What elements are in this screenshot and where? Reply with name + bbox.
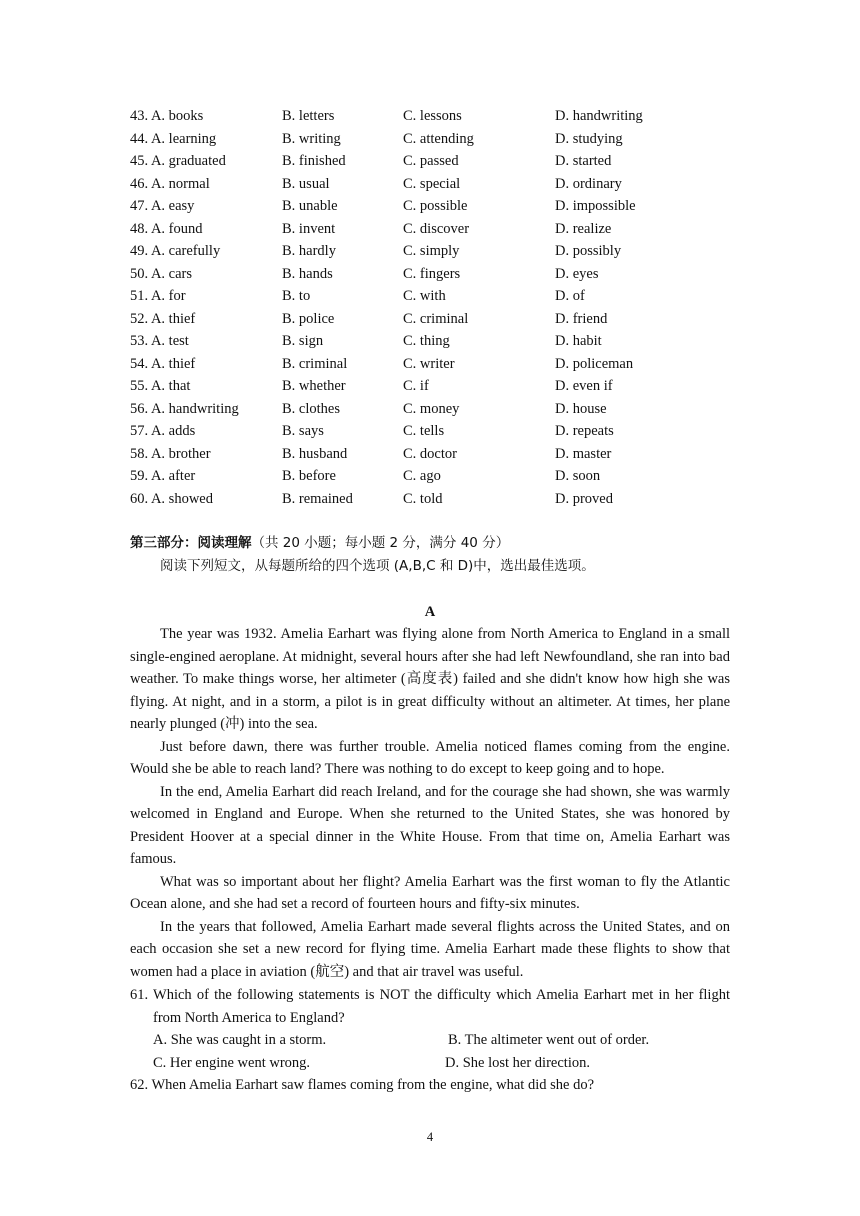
option-b: B. usual xyxy=(282,175,330,192)
option-c: C. simply xyxy=(403,243,460,259)
option-row xyxy=(130,398,730,421)
option-c: C. ago xyxy=(403,468,441,484)
option-a: 57. A. adds xyxy=(130,423,196,439)
option-row xyxy=(130,308,730,331)
choice-a: A. She was caught in a storm. xyxy=(153,1032,327,1048)
option-c: C. told xyxy=(403,490,443,507)
option-b: B. criminal xyxy=(282,355,348,372)
option-a: 44. A. learning xyxy=(130,130,217,147)
option-c: C. money xyxy=(403,400,460,417)
option-a: 54. A. thief xyxy=(130,355,196,372)
option-a: 51. A. for xyxy=(130,288,186,304)
option-d: D. possibly xyxy=(555,243,622,259)
option-a: 45. A. graduated xyxy=(130,153,226,169)
option-d: D. of xyxy=(555,288,585,304)
option-a: 48. A. found xyxy=(130,220,203,237)
option-a: 59. A. after xyxy=(130,468,196,484)
option-b: B. before xyxy=(282,468,336,484)
option-d: D. ordinary xyxy=(555,175,622,192)
option-c: C. possible xyxy=(403,198,468,214)
section-heading xyxy=(130,533,509,553)
option-c: C. lessons xyxy=(403,108,462,124)
option-b: B. to xyxy=(282,288,311,304)
option-a: 60. A. showed xyxy=(130,490,213,507)
option-b: B. writing xyxy=(282,130,341,147)
choice-row xyxy=(130,1052,730,1075)
option-a: 58. A. brother xyxy=(130,445,211,462)
option-c: C. special xyxy=(403,175,461,192)
option-b: B. hardly xyxy=(282,243,336,259)
option-b: B. letters xyxy=(282,108,335,124)
option-b: B. unable xyxy=(282,198,338,214)
option-d: D. studying xyxy=(555,130,623,147)
passage-paragraph: What was so important about her flight? Amelia Earhart was the first woman to fly the Atlantic Ocean alone, and she had set a record of fourteen hours and fifty-six minutes. xyxy=(130,873,730,912)
option-b: B. police xyxy=(282,310,335,327)
cloze-options-list xyxy=(130,105,730,510)
choice-row xyxy=(130,1029,730,1052)
option-d: D. policeman xyxy=(555,355,634,372)
question-stem: 62. When Amelia Earhart saw flames coming from the engine, what did she do? xyxy=(130,1077,594,1093)
option-row xyxy=(130,488,730,511)
option-c: C. writer xyxy=(403,355,455,372)
option-d: D. started xyxy=(555,153,612,169)
option-d: D. repeats xyxy=(555,423,614,439)
question-stem: 61. Which of the following statements is NOT the difficulty which Amelia Earhart met in her flight from North America to England? xyxy=(130,987,730,1026)
option-row xyxy=(130,443,730,466)
option-c: C. passed xyxy=(403,153,459,169)
option-c: C. criminal xyxy=(403,310,469,327)
option-row xyxy=(130,420,730,443)
option-a: 55. A. that xyxy=(130,378,191,394)
option-row xyxy=(130,128,730,151)
option-c: C. doctor xyxy=(403,445,457,462)
option-d: D. even if xyxy=(555,378,613,394)
option-row xyxy=(130,105,730,128)
option-b: B. hands xyxy=(282,265,333,282)
option-d: D. soon xyxy=(555,468,601,484)
option-row xyxy=(130,465,730,488)
option-a: 50. A. cars xyxy=(130,265,193,282)
option-row xyxy=(130,218,730,241)
option-b: B. remained xyxy=(282,490,353,507)
option-c: C. thing xyxy=(403,333,450,349)
passage-paragraph: Just before dawn, there was further trouble. Amelia noticed flames coming from the engine. Would she be able to reach land? There was nothing to do except to keep going and to hope. xyxy=(130,738,730,777)
option-a: 52. A. thief xyxy=(130,310,196,327)
option-a: 49. A. carefully xyxy=(130,243,221,259)
section-instruction: 阅读下列短文，从每题所给的四个选项 (A,B,C 和 D)中，选出最佳选项。 xyxy=(160,558,595,574)
option-row xyxy=(130,330,730,353)
option-c: C. if xyxy=(403,378,429,394)
option-b: B. invent xyxy=(282,220,336,237)
option-a: 53. A. test xyxy=(130,333,189,349)
option-d: D. proved xyxy=(555,490,613,507)
option-d: D. eyes xyxy=(555,265,599,282)
section-title: 第三部分：阅读理解 xyxy=(130,535,252,551)
option-row xyxy=(130,195,730,218)
option-b: B. says xyxy=(282,423,324,439)
reading-passage xyxy=(130,623,730,983)
choice-d: D. She lost her direction. xyxy=(445,1054,590,1071)
option-row xyxy=(130,150,730,173)
option-b: B. husband xyxy=(282,445,348,462)
option-row xyxy=(130,173,730,196)
option-b: B. sign xyxy=(282,333,324,349)
option-c: C. discover xyxy=(403,220,470,237)
option-row xyxy=(130,240,730,263)
option-a: 56. A. handwriting xyxy=(130,400,239,417)
option-d: D. realize xyxy=(555,220,612,237)
option-d: D. habit xyxy=(555,333,602,349)
option-d: D. impossible xyxy=(555,198,636,214)
choice-b: B. The altimeter went out of order. xyxy=(448,1032,650,1048)
choice-c: C. Her engine went wrong. xyxy=(153,1054,311,1071)
option-a: 43. A. books xyxy=(130,108,204,124)
option-c: C. tells xyxy=(403,423,445,439)
option-c: C. attending xyxy=(403,130,474,147)
option-b: B. clothes xyxy=(282,400,340,417)
passage-paragraph: In the years that followed, Amelia Earhart made several flights across the United States, and on each occasion she set a new record for flying time. Amelia Earhart made these flights to show that women had a place in aviation (航空) and that air travel was useful. xyxy=(130,918,730,980)
option-a: 47. A. easy xyxy=(130,198,195,214)
option-b: B. finished xyxy=(282,153,346,169)
option-d: D. handwriting xyxy=(555,108,643,124)
section-score-note: （共 20 小题；每小题 2 分，满分 40 分） xyxy=(251,535,510,551)
option-c: C. fingers xyxy=(403,265,461,282)
passage-paragraph: In the end, Amelia Earhart did reach Ireland, and for the courage she had shown, she was warmly welcomed in England and Europe. When she returned to the United States, she was honored by President Hoover at a special dinner in the White House. From that time on, Amelia Earhart was famous. xyxy=(130,783,730,867)
page-number: 4 xyxy=(426,1130,434,1144)
option-d: D. friend xyxy=(555,310,608,327)
passage-paragraph: The year was 1932. Amelia Earhart was flying alone from North America to England in a small single-engined aeroplane. At midnight, several hours after she had left Newfoundland, she ran into bad weather. To make things worse, her altimeter (高度表) failed and she didn't know how high she was flying. At night, and in a storm, a pilot is in great difficulty without an altimeter. At times, her plane nearly plunged (冲) into the sea. xyxy=(130,626,730,732)
option-row xyxy=(130,285,730,308)
option-d: D. master xyxy=(555,445,612,462)
option-b: B. whether xyxy=(282,378,346,394)
question-list xyxy=(130,984,730,1097)
option-row xyxy=(130,353,730,376)
option-row xyxy=(130,263,730,286)
option-row xyxy=(130,375,730,398)
passage-label: A xyxy=(424,604,436,620)
option-d: D. house xyxy=(555,400,607,417)
option-c: C. with xyxy=(403,288,446,304)
option-a: 46. A. normal xyxy=(130,175,210,192)
